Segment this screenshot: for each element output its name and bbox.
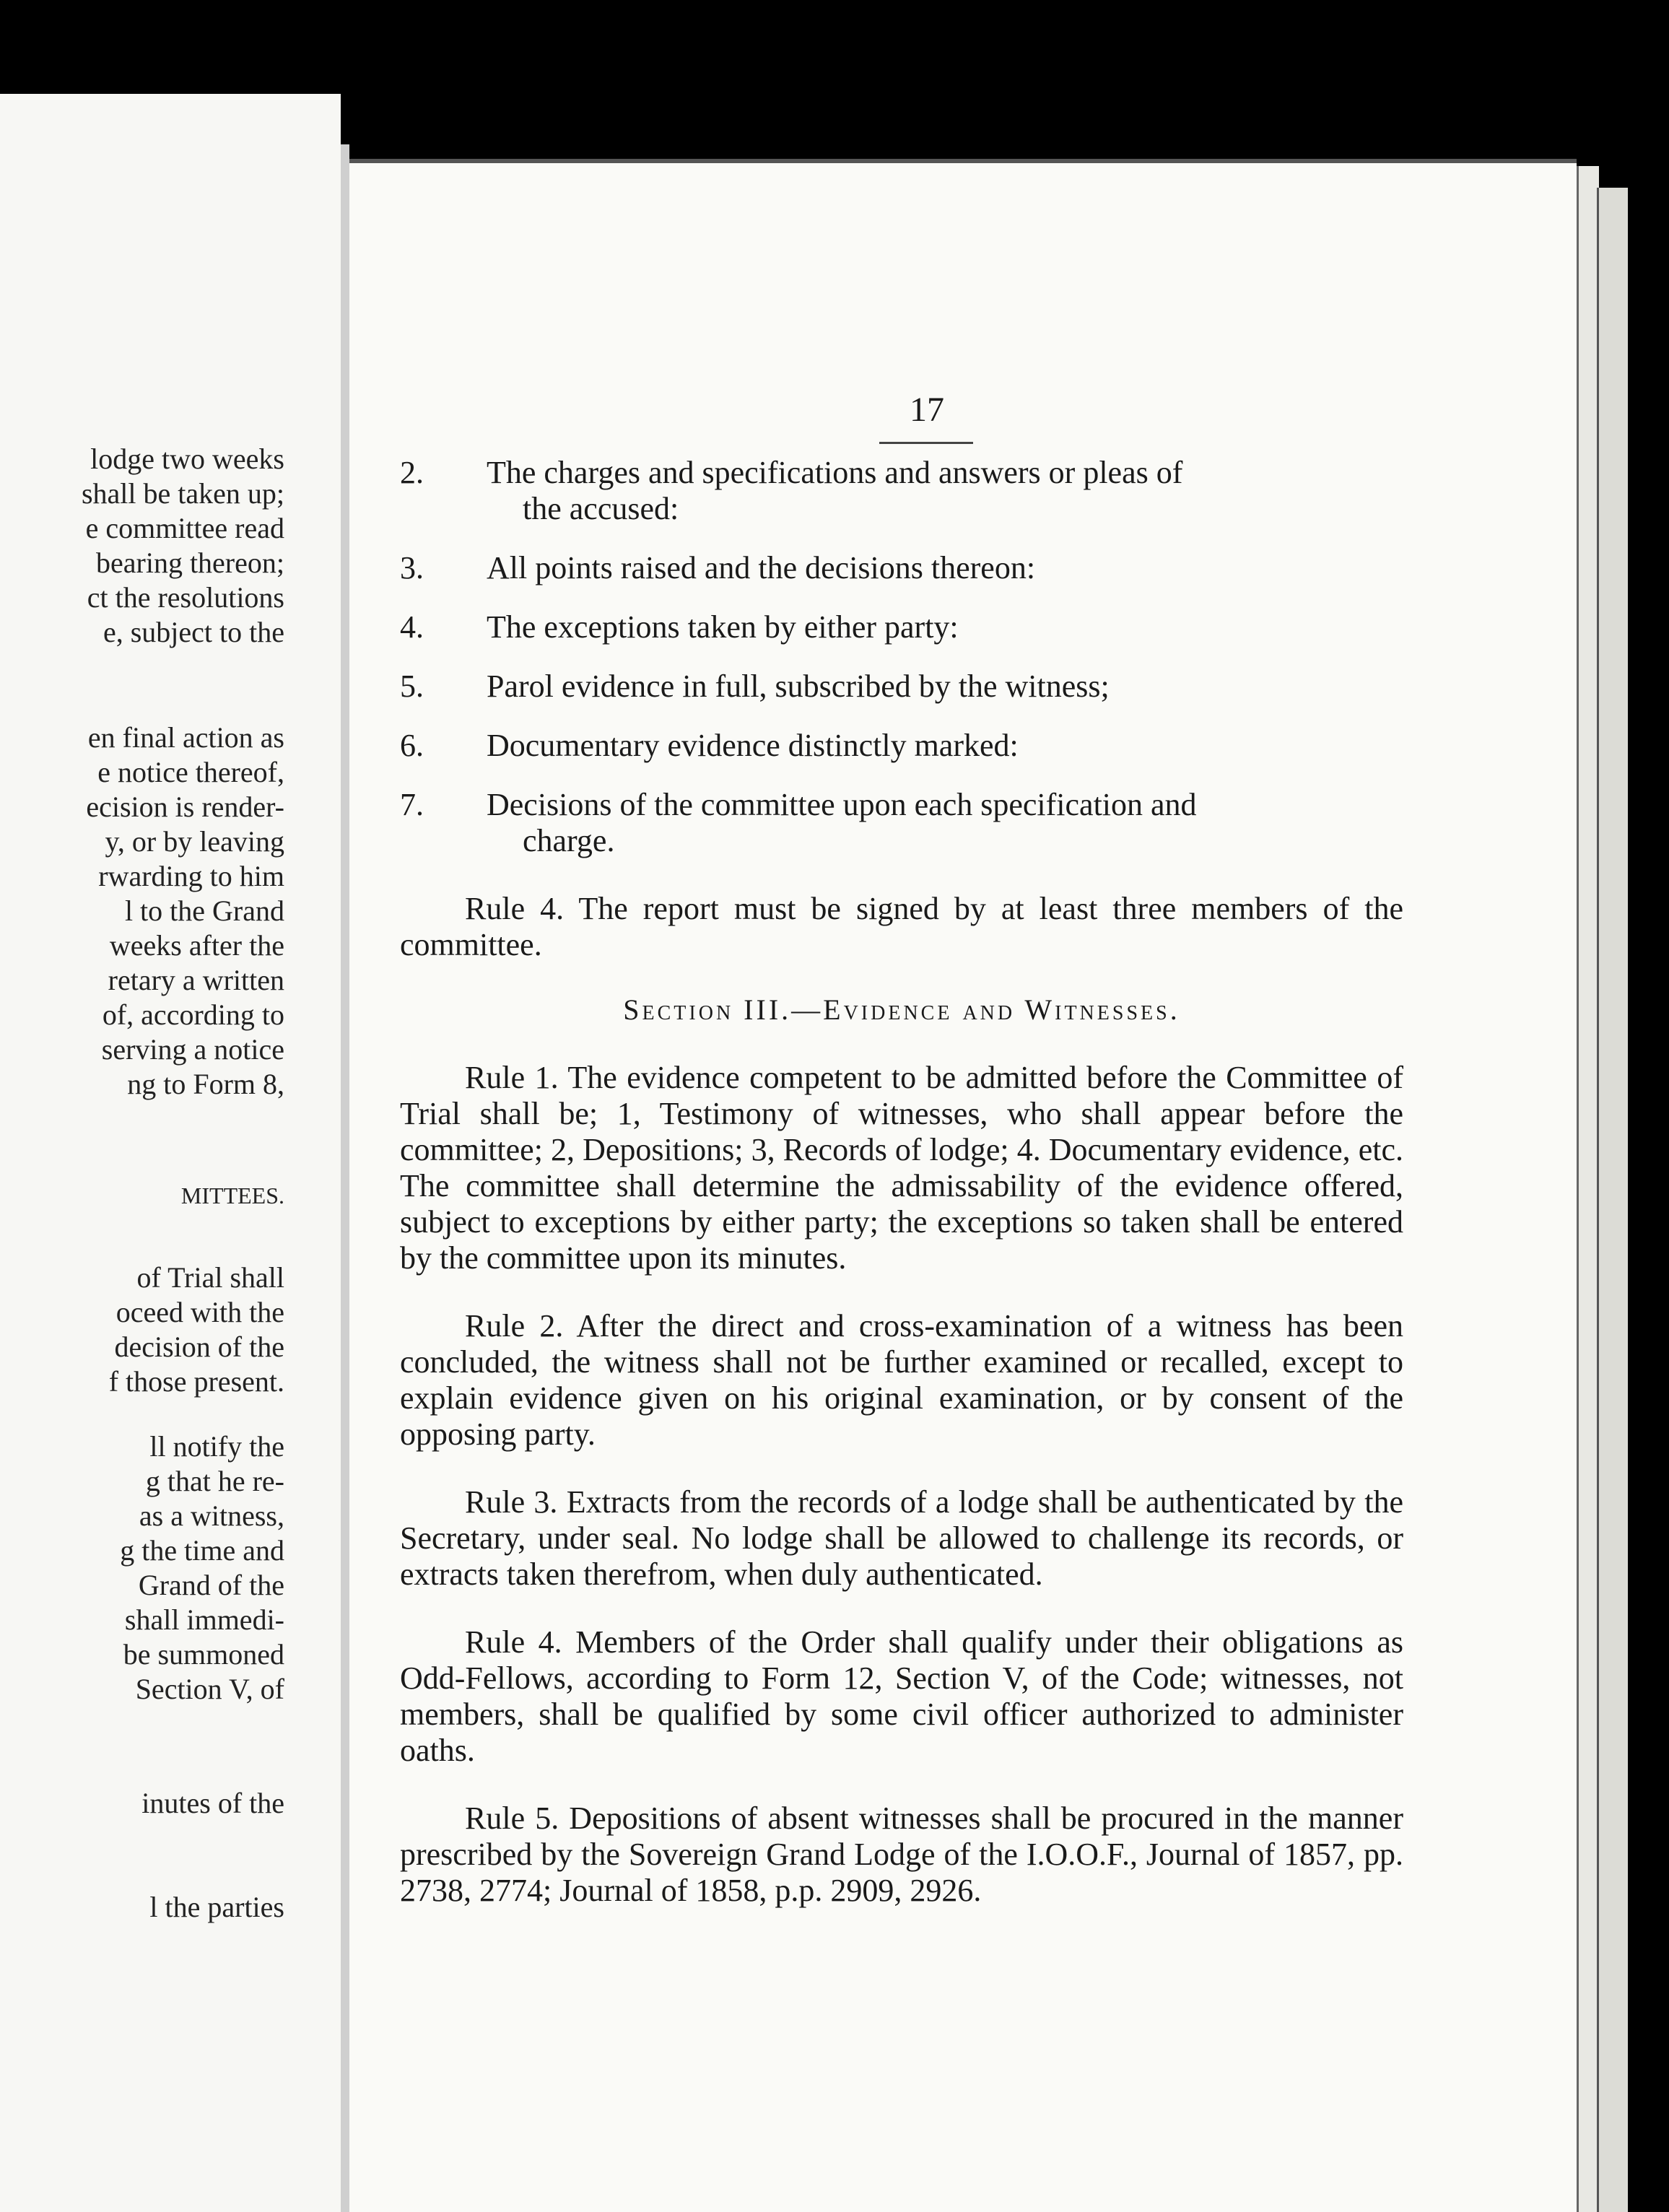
item-number: 6. [400, 728, 424, 763]
left-line: e, subject to the [103, 616, 284, 648]
left-line: y, or by leaving [105, 825, 284, 858]
left-line: shall be taken up; [81, 477, 284, 510]
list-item [400, 728, 1403, 764]
item-text: Parol evidence in full, subscribed by the witness; [487, 669, 1110, 704]
rule-report-paragraph: Rule 4. The report must be signed by at least three members of the committee. [400, 891, 1403, 962]
left-line: inutes of the [141, 1787, 284, 1819]
item-text: Documentary evidence distinctly marked: [487, 728, 1019, 763]
item-text: All points raised and the decisions thereon: [487, 550, 1036, 585]
page-edge [1597, 188, 1628, 2212]
left-line: of, according to [102, 998, 284, 1031]
left-line: Section V, of [135, 1673, 284, 1705]
top-rule [349, 159, 1577, 163]
rule-paragraph: Rule 3. Extracts from the records of a lodge shall be authenticated by the Secretary, under seal. No lodge shall be allowed to challenge its records, or extracts taken therefrom, when duly authenticated. [400, 1484, 1403, 1592]
rule-paragraph: Rule 4. Members of the Order shall qualify under their obligations as Odd-Fellows, according to Form 12, Section V, of the Code; witnesses, not members, shall be qualified by some civil officer authorized to administer oaths. [400, 1624, 1403, 1768]
item-number: 5. [400, 669, 424, 704]
scan-border-top [0, 0, 1669, 94]
left-line: ll notify the [149, 1430, 284, 1463]
left-line: l to the Grand [124, 894, 284, 927]
list-item [400, 455, 1403, 527]
list-item [400, 669, 1403, 705]
left-line: ng to Form 8, [127, 1068, 284, 1100]
item-text-cont: the accused: [523, 491, 679, 526]
rule-paragraph: Rule 1. The evidence competent to be admitted before the Committee of Trial shall be; 1, Testimony of witnesses, who shall appear before the committee; 2, Depositions; 3, Records of lodge; 4. Documentary evidence, etc. The committee shall determine the admissability of the evidence offered, subject to exceptions by either party; the exceptions so taken shall be entered by the committee upon its minutes. [400, 1060, 1403, 1276]
rule-paragraph: Rule 2. After the direct and cross-examination of a witness has been concluded, the witness shall not be further examined or recalled, except to explain evidence given on his original examination, or by consent of the opposing party. [400, 1308, 1403, 1452]
item-text: The charges and specifications and answers or pleas of [487, 455, 1183, 490]
item-number: 7. [400, 787, 424, 822]
list-item [400, 550, 1403, 586]
left-line: be summoned [123, 1638, 284, 1671]
left-line: serving a notice [101, 1033, 284, 1066]
left-page [0, 94, 341, 2212]
left-line: oceed with the [116, 1296, 284, 1328]
left-line: e committee read [85, 512, 284, 544]
left-line: l the parties [149, 1891, 284, 1923]
left-line: MITTEES. [180, 1183, 284, 1209]
left-line: weeks after the [109, 929, 284, 962]
page-number-rule [879, 442, 973, 444]
item-number: 2. [400, 455, 424, 490]
page-content [400, 455, 1403, 1932]
left-line: rwarding to him [98, 860, 284, 892]
item-text: The exceptions taken by either party: [487, 609, 959, 645]
left-line: shall immedi- [124, 1603, 284, 1636]
section-heading: Section III.—Evidence and Witnesses. [623, 993, 1180, 1026]
left-line: g the time and [120, 1534, 284, 1567]
item-number: 4. [400, 609, 424, 645]
left-line: g that he re- [145, 1465, 284, 1497]
book-gutter [341, 144, 349, 2212]
left-line: en final action as [87, 721, 284, 754]
list-item [400, 609, 1403, 645]
left-line: lodge two weeks [90, 443, 284, 475]
left-line: e notice thereof, [97, 756, 284, 788]
left-line: bearing thereon; [96, 547, 284, 579]
left-line: ecision is render- [86, 791, 284, 823]
left-line: ct the resolutions [87, 581, 284, 614]
left-line: decision of the [114, 1331, 284, 1363]
item-text-cont: charge. [523, 823, 615, 858]
page-edge [1577, 166, 1599, 2212]
left-line: Grand of the [138, 1569, 284, 1601]
list-item [400, 787, 1403, 859]
left-line: as a witness, [139, 1499, 284, 1532]
page-number: 17 [910, 391, 944, 429]
left-line: retary a written [108, 964, 284, 996]
item-number: 3. [400, 550, 424, 585]
right-page [349, 159, 1577, 2212]
rule-paragraph: Rule 5. Depositions of absent witnesses shall be procured in the manner prescribed by the Sovereign Grand Lodge of the I.O.O.F., Journal of 1857, pp. 2738, 2774; Journal of 1858, p.p. 2909, 2926. [400, 1800, 1403, 1908]
left-line: of Trial shall [136, 1261, 284, 1294]
left-line: f those present. [108, 1365, 284, 1398]
item-text: Decisions of the committee upon each specification and [487, 787, 1197, 822]
